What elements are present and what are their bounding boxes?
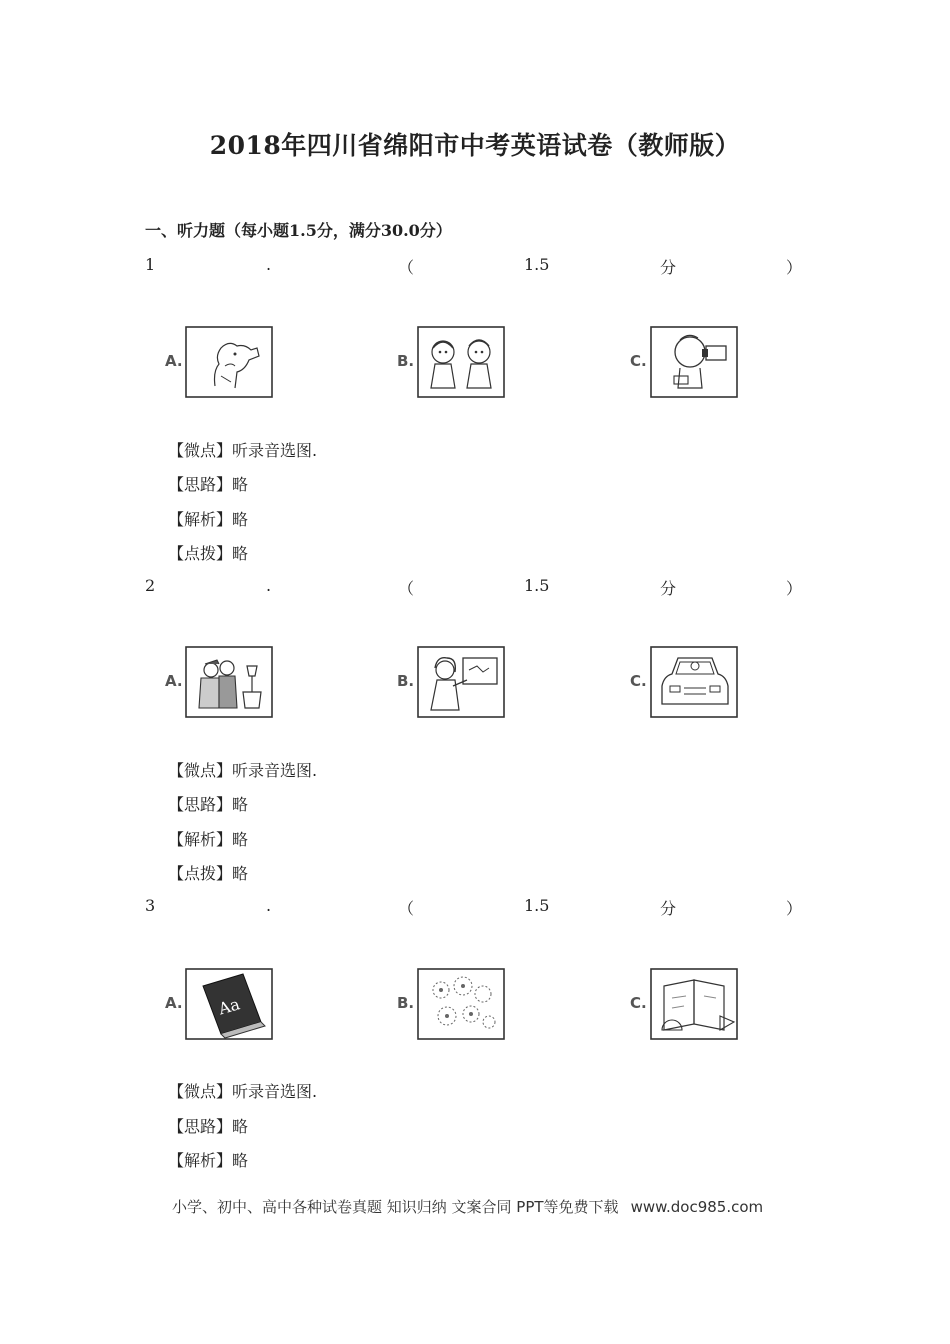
footer-text: 小学、初中、高中各种试卷真题 知识归纳 文案合同 PPT等免费下载: [172, 1198, 619, 1216]
q3-option-b[interactable]: [397, 968, 597, 1048]
option-letter: A.: [165, 672, 183, 690]
score-open-paren: （: [398, 899, 415, 918]
note-jiexi: 【解析】略: [168, 1151, 249, 1170]
teacher-at-board-illustration: [417, 646, 505, 718]
flowers-picture-illustration: [417, 968, 505, 1040]
person-drinking-illustration: [185, 326, 273, 398]
question-1-line: [0, 255, 950, 279]
score-open-paren: （: [398, 579, 415, 598]
option-letter: C.: [630, 672, 647, 690]
q1-option-a[interactable]: [165, 326, 365, 406]
q2-option-a[interactable]: [165, 646, 365, 726]
note-weidian: 【微点】听录音选图.: [168, 761, 318, 780]
question-number: 3: [145, 896, 156, 915]
score-value: 1.5: [524, 576, 550, 595]
option-letter: B.: [397, 352, 415, 370]
q1-option-b[interactable]: [397, 326, 597, 406]
score-close-paren: ）: [786, 258, 803, 277]
svg-text:Aa: Aa: [216, 994, 242, 1019]
option-letter: B.: [397, 994, 415, 1012]
boy-with-camera-illustration: [650, 326, 738, 398]
question-3-line: [0, 896, 950, 920]
question-number: 2: [145, 576, 156, 595]
score-value: 1.5: [524, 255, 550, 274]
question-dot: .: [266, 576, 272, 595]
option-letter: A.: [165, 994, 183, 1012]
note-jiexi: 【解析】略: [168, 510, 249, 529]
note-weidian: 【微点】听录音选图.: [168, 441, 318, 460]
score-unit: 分: [660, 899, 677, 918]
q2-option-b[interactable]: [397, 646, 597, 726]
question-2-line: [0, 576, 950, 600]
option-letter: C.: [630, 352, 647, 370]
note-dianbo: 【点拨】略: [168, 864, 249, 883]
q3-option-a[interactable]: [165, 968, 365, 1048]
note-dianbo: 【点拨】略: [168, 544, 249, 563]
score-unit: 分: [660, 579, 677, 598]
driver-in-car-illustration: [650, 646, 738, 718]
question-dot: .: [266, 255, 272, 274]
option-letter: A.: [165, 352, 183, 370]
score-close-paren: ）: [786, 899, 803, 918]
section-heading: 一、听力题（每小题1.5分，满分30.0分）: [145, 221, 452, 240]
option-letter: B.: [397, 672, 415, 690]
q1-option-c[interactable]: [630, 326, 830, 406]
open-book-protractor-illustration: [650, 968, 738, 1040]
note-silu: 【思路】略: [168, 475, 249, 494]
score-open-paren: （: [398, 258, 415, 277]
note-weidian: 【微点】听录音选图.: [168, 1082, 318, 1101]
note-silu: 【思路】略: [168, 1117, 249, 1136]
option-letter: C.: [630, 994, 647, 1012]
score-unit: 分: [660, 258, 677, 277]
question-number: 1: [145, 255, 156, 274]
note-jiexi: 【解析】略: [168, 830, 249, 849]
note-silu: 【思路】略: [168, 795, 249, 814]
footer: [172, 1196, 763, 1217]
score-value: 1.5: [524, 896, 550, 915]
dictionary-book-illustration: [185, 968, 273, 1040]
score-close-paren: ）: [786, 579, 803, 598]
tourists-with-trophy-illustration: [185, 646, 273, 718]
footer-link[interactable]: www.doc985.com: [630, 1198, 764, 1216]
question-dot: .: [266, 896, 272, 915]
document-title: 2018年四川省绵阳市中考英语试卷（教师版）: [209, 131, 741, 160]
q3-option-c[interactable]: [630, 968, 830, 1048]
q2-option-c[interactable]: [630, 646, 830, 726]
two-kids-talking-illustration: [417, 326, 505, 398]
